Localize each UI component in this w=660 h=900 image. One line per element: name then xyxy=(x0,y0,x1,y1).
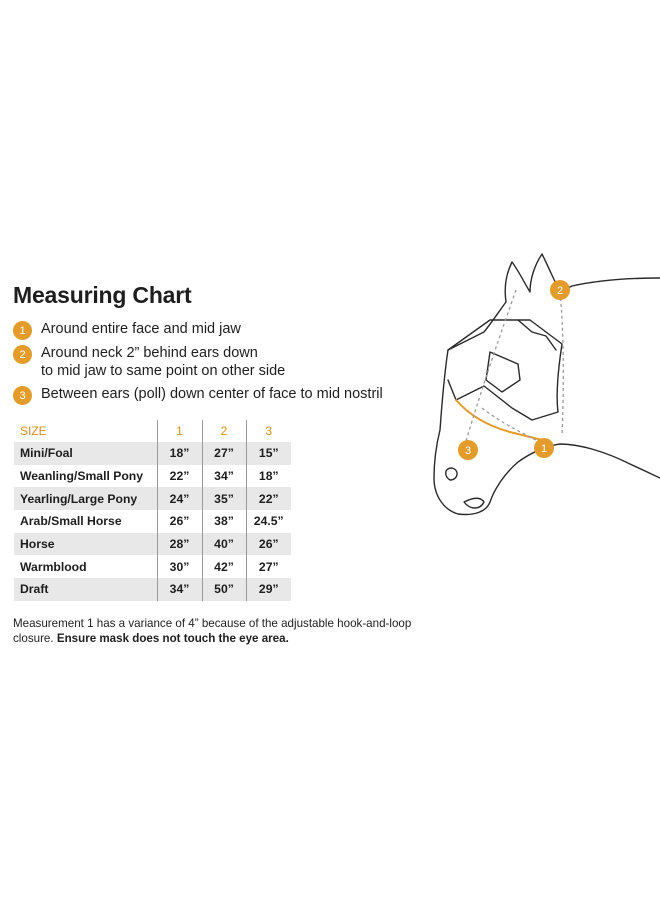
measure-1-value: 34” xyxy=(157,578,202,601)
column-3-header: 3 xyxy=(246,420,291,442)
measurement-3 xyxy=(13,385,383,405)
variance-note-text: Measurement 1 has a variance of 4” because of the adjustable hook-and-loop closure. xyxy=(13,617,412,645)
table-header-row xyxy=(14,420,291,442)
measurement-3-line-1: Between ears (poll) down center of face to mid nostril xyxy=(41,386,383,402)
mask-eye-panel xyxy=(486,352,520,392)
measure-1-value: 18” xyxy=(157,442,202,465)
size-name: Yearling/Large Pony xyxy=(14,487,157,510)
horse-head-outline xyxy=(434,254,660,515)
column-1-header: 1 xyxy=(157,420,202,442)
size-name: Weanling/Small Pony xyxy=(20,469,144,484)
measure-2-value: 34” xyxy=(202,465,246,488)
size-column-header: SIZE xyxy=(20,424,47,438)
size-name: Arab/Small Horse xyxy=(20,514,122,529)
measure-2-value: 42” xyxy=(202,555,246,578)
number-2-label: 2 xyxy=(556,285,564,297)
measure-2-value: 50” xyxy=(202,578,246,601)
size-name: Warmblood xyxy=(20,559,87,574)
measurement-1-line-1: Around entire face and mid jaw xyxy=(41,321,241,337)
measure-3-value: 15” xyxy=(246,442,291,465)
measure-3-value: 29” xyxy=(246,578,291,601)
measure-2-value: 40” xyxy=(202,533,246,556)
nostril-icon xyxy=(446,468,457,480)
page-title: Measuring Chart xyxy=(13,282,192,308)
variance-note-warning: Ensure mask does not touch the eye area. xyxy=(56,632,289,645)
measurement-1 xyxy=(13,320,241,340)
measure-2-value: 27” xyxy=(202,442,246,465)
measure-1-value: 22” xyxy=(157,465,202,488)
horse-head-diagram xyxy=(420,240,660,540)
measure-3-value: 18” xyxy=(246,465,291,488)
measure-2-line xyxy=(560,292,563,436)
measurement-2-line-1: Around neck 2” behind ears down xyxy=(41,345,258,361)
number-3-badge: 3 xyxy=(13,386,32,405)
number-1-badge: 1 xyxy=(13,321,32,340)
table-row xyxy=(14,555,291,578)
table-row xyxy=(14,442,291,465)
table-row xyxy=(14,533,291,556)
measure-2-value: 35” xyxy=(202,487,246,510)
measure-2-value: 38” xyxy=(202,510,246,533)
variance-note xyxy=(13,616,433,646)
table-row xyxy=(14,510,291,533)
table-row xyxy=(14,487,291,510)
measure-3-value: 27” xyxy=(246,555,291,578)
number-2-badge: 2 xyxy=(13,345,32,364)
size-table xyxy=(14,420,291,601)
measure-3-value: 22” xyxy=(246,487,291,510)
table-row xyxy=(14,465,291,488)
size-name: Horse xyxy=(14,533,157,556)
measure-3-value: 26” xyxy=(246,533,291,556)
measurement-2 xyxy=(13,344,285,380)
measure-1-value: 30” xyxy=(157,555,202,578)
size-name: Mini/Foal xyxy=(14,442,157,465)
measure-1-value: 24” xyxy=(157,487,202,510)
mask-seam xyxy=(456,400,550,442)
column-2-header: 2 xyxy=(202,420,246,442)
number-1-label: 1 xyxy=(540,443,548,455)
measure-3-value: 24.5” xyxy=(246,510,291,533)
measure-1-value: 26” xyxy=(157,510,202,533)
measurement-2-line-2: to mid jaw to same point on other side xyxy=(41,363,286,379)
size-name: Draft xyxy=(14,578,157,601)
mouth-icon xyxy=(464,498,484,508)
table-row xyxy=(14,578,291,601)
number-3-label: 3 xyxy=(464,445,472,457)
measure-1-value: 28” xyxy=(157,533,202,556)
